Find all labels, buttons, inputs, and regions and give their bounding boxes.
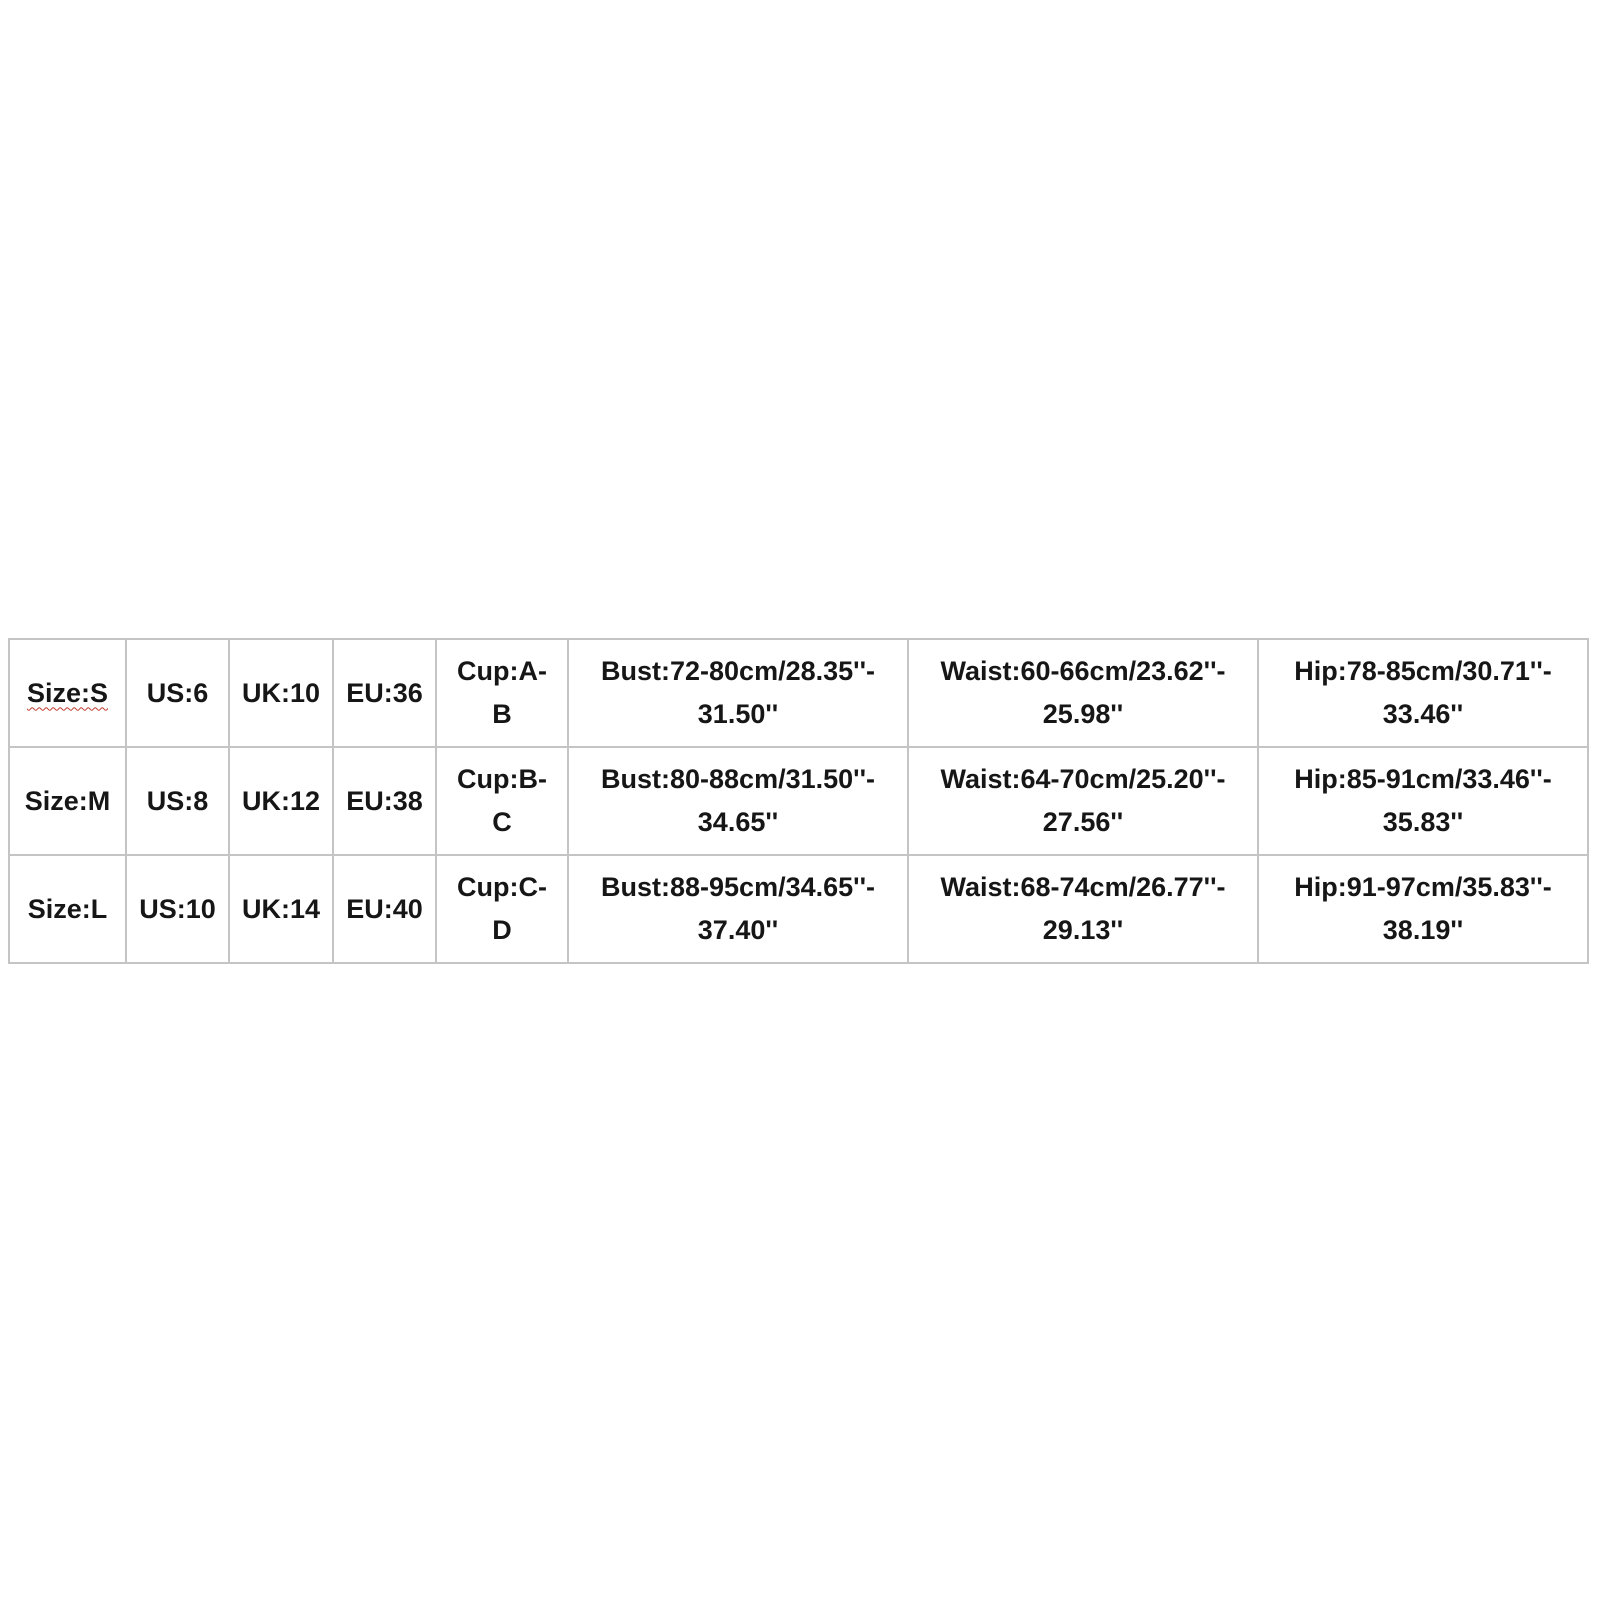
us-size-cell: US:10	[126, 855, 229, 963]
cup-cell: Cup:C- D	[436, 855, 568, 963]
eu-size-cell: EU:40	[333, 855, 436, 963]
hip-cell: Hip:78-85cm/30.71''- 33.46''	[1258, 639, 1588, 747]
waist-cell: Waist:68-74cm/26.77''- 29.13''	[908, 855, 1258, 963]
size-label: Size:S	[26, 677, 109, 708]
table-row	[9, 855, 1588, 963]
table-row	[9, 747, 1588, 855]
bust-cell: Bust:88-95cm/34.65''- 37.40''	[568, 855, 908, 963]
cup-cell: Cup:A- B	[436, 639, 568, 747]
bust-cell: Bust:80-88cm/31.50''- 34.65''	[568, 747, 908, 855]
size-chart-table	[8, 638, 1589, 964]
eu-size-cell: EU:38	[333, 747, 436, 855]
size-cell	[9, 639, 126, 747]
table-row	[9, 639, 1588, 747]
waist-cell: Waist:64-70cm/25.20''- 27.56''	[908, 747, 1258, 855]
us-size-cell: US:6	[126, 639, 229, 747]
hip-cell: Hip:91-97cm/35.83''- 38.19''	[1258, 855, 1588, 963]
size-cell: Size:M	[9, 747, 126, 855]
cup-cell: Cup:B- C	[436, 747, 568, 855]
eu-size-cell: EU:36	[333, 639, 436, 747]
size-cell: Size:L	[9, 855, 126, 963]
uk-size-cell: UK:14	[229, 855, 333, 963]
uk-size-cell: UK:12	[229, 747, 333, 855]
us-size-cell: US:8	[126, 747, 229, 855]
uk-size-cell: UK:10	[229, 639, 333, 747]
waist-cell: Waist:60-66cm/23.62''- 25.98''	[908, 639, 1258, 747]
hip-cell: Hip:85-91cm/33.46''- 35.83''	[1258, 747, 1588, 855]
bust-cell: Bust:72-80cm/28.35''- 31.50''	[568, 639, 908, 747]
